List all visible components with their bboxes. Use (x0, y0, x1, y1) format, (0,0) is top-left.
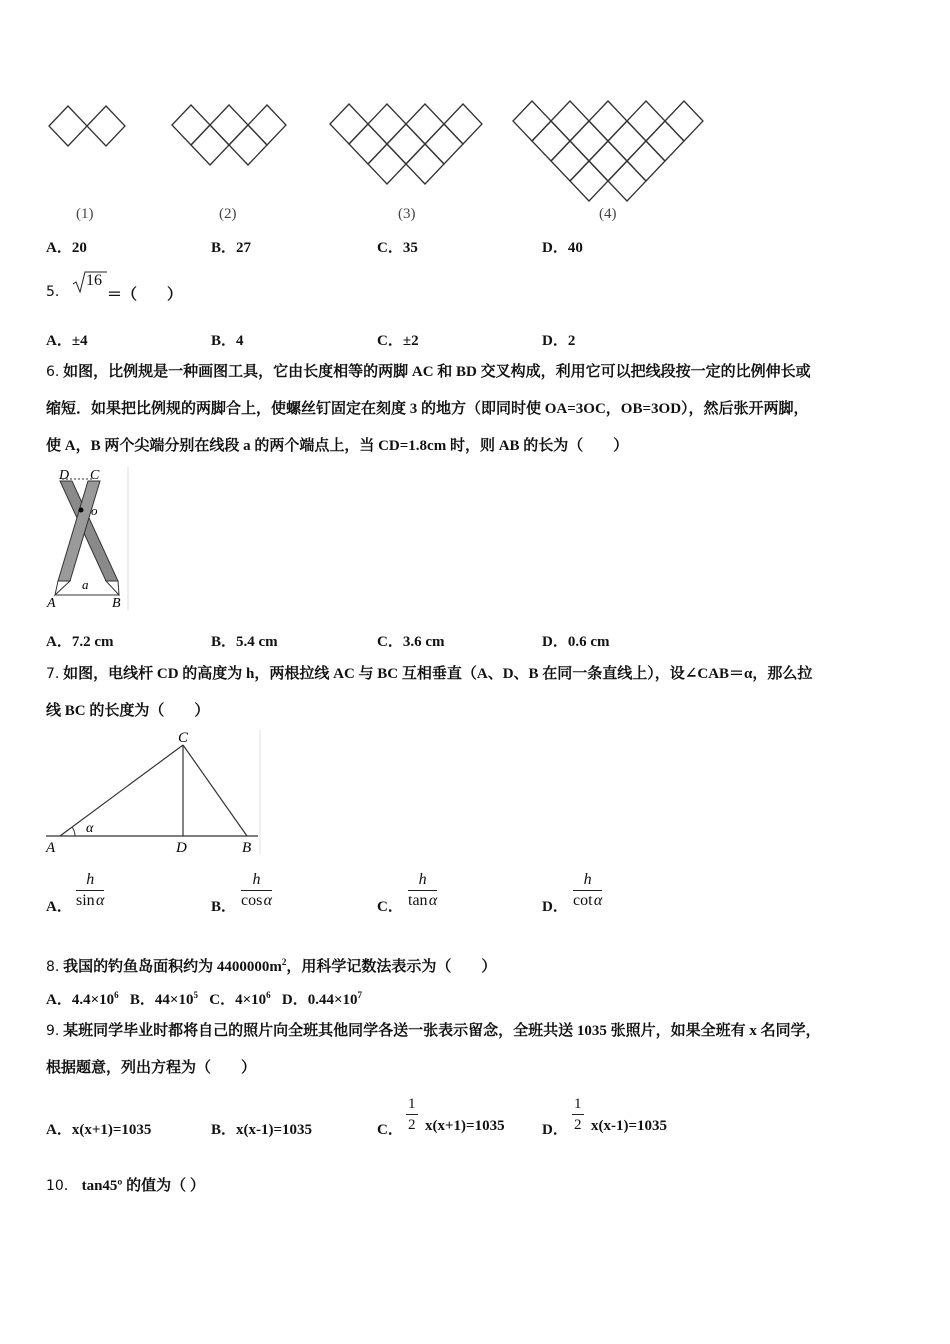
option-letter: A． (46, 992, 72, 1008)
fraction-denominator: 2 (408, 1117, 416, 1133)
q7-label-d: D (176, 840, 187, 856)
q8-options-row (46, 988, 362, 1009)
option-letter: B． (211, 634, 237, 650)
option-letter: D． (281, 992, 308, 1008)
q6-compass-figure (44, 465, 132, 613)
q6-label-a: A (47, 596, 56, 611)
q4-pattern-figure (0, 0, 950, 240)
option-text: 5.4 cm (236, 634, 278, 650)
option-letter: D． (542, 240, 568, 256)
option-letter: D． (542, 634, 568, 650)
fraction-denominator (76, 891, 104, 911)
trig-fn: cot (573, 892, 593, 909)
q4-pattern-1 (49, 106, 125, 146)
option-text: x(x-1)=1035 (236, 1122, 313, 1138)
option-text: ±4 (71, 333, 88, 349)
q8-stem (46, 944, 496, 986)
q4-pattern-3 (330, 104, 482, 184)
q7-option-d-letter[interactable]: D． (542, 899, 568, 915)
q10-number: 10． (46, 1178, 78, 1194)
q6-label-c: C (90, 468, 100, 483)
q5-option-b[interactable] (211, 329, 244, 350)
q7-option-d-fraction[interactable] (573, 870, 602, 911)
option-letter: A． (46, 634, 72, 650)
q8-option-b[interactable] (130, 992, 198, 1008)
fraction-denominator (573, 891, 602, 911)
trig-fn: sin (76, 892, 95, 909)
q10-text: tan45º 的值为（ ） (81, 1178, 205, 1194)
q7-option-b-letter[interactable]: B． (211, 899, 237, 915)
q4-figure-label-1: (1) (76, 206, 94, 222)
q4-figure-label-2: (2) (219, 206, 237, 222)
q6-text-1: 如图，比例规是一种画图工具，它由长度相等的两脚 AC 和 BD 交叉构成，利用它可以把线段按一定的比例伸长或 (63, 364, 811, 380)
option-text: 3.6 cm (402, 634, 445, 650)
q7-label-alpha: α (86, 821, 94, 836)
q5-radicand: 16 (86, 272, 102, 289)
option-letter: A． (46, 240, 72, 256)
option-letter: B． (211, 333, 237, 349)
q9-option-d-fraction (572, 1094, 584, 1135)
fraction-denominator (241, 891, 272, 911)
q5-option-a[interactable] (46, 329, 88, 350)
option-text: 0.6 cm (567, 634, 610, 650)
q5-option-d[interactable] (542, 329, 575, 350)
fraction-numerator: 1 (572, 1094, 584, 1115)
q6-option-a[interactable] (46, 630, 114, 651)
q6-stem-line-1 (46, 354, 811, 391)
option-letter: B． (129, 992, 155, 1008)
option-base: 0.44×10 (307, 992, 358, 1008)
q4-pattern-4 (513, 101, 703, 201)
q8-option-d[interactable] (282, 992, 362, 1008)
option-text: 35 (402, 240, 418, 256)
q4-option-c[interactable] (377, 236, 418, 257)
q7-option-a-fraction[interactable] (76, 870, 104, 911)
q8-option-a[interactable] (46, 992, 119, 1008)
fraction-numerator: 1 (406, 1094, 418, 1115)
option-text: x(x+1)=1035 (71, 1122, 152, 1138)
fraction-denominator: 2 (574, 1117, 582, 1133)
q8-number: 8. (46, 959, 60, 975)
q4-option-a[interactable] (46, 236, 87, 257)
q9-option-d-letter[interactable]: D． (542, 1122, 568, 1138)
q9-option-a[interactable] (46, 1118, 151, 1139)
option-text: 7.2 cm (71, 634, 114, 650)
trig-var: α (96, 892, 105, 909)
option-letter: C． (377, 240, 403, 256)
option-text: 27 (236, 240, 252, 256)
q9-stem-line-1 (46, 1013, 821, 1050)
trig-var: α (593, 892, 603, 909)
q5-tail: ＝（ ） (107, 287, 183, 303)
option-letter: A． (46, 1122, 72, 1138)
q4-figure-label-4: (4) (599, 206, 617, 222)
fraction-denominator (408, 891, 437, 911)
q7-label-b: B (242, 840, 252, 856)
q9-text-1: 某班同学毕业时都将自己的照片向全班其他同学各送一张表示留念，全班共送 1035 张照片，如果全班有 x 名同学， (63, 1023, 821, 1039)
q6-label-b: B (112, 596, 121, 611)
q6-stem-line-2: 缩短．如果把比例规的两脚合上，使螺丝钉固定在刻度 3 的地方（即同时使 OA=3OC，OB=3OD），然后张开两脚， (46, 401, 809, 417)
q10-stem (46, 1168, 205, 1205)
option-base: 4×10 (235, 992, 267, 1008)
q9-option-c-fraction (406, 1094, 418, 1135)
q5-number: 5. (46, 284, 60, 300)
option-exponent: 5 (193, 990, 198, 1000)
q4-pattern-2 (172, 105, 286, 165)
q6-label-o: o (91, 503, 98, 518)
option-text: 4 (236, 333, 244, 349)
q9-stem-line-2: 根据题意，列出方程为（ ） (46, 1060, 257, 1076)
q7-option-b-fraction[interactable] (241, 870, 272, 911)
trig-var: α (428, 892, 438, 909)
option-letter: C． (377, 333, 403, 349)
q4-option-d[interactable] (542, 236, 583, 257)
trig-fn: cos (241, 892, 263, 909)
q9-option-b[interactable] (211, 1118, 312, 1139)
option-letter: C． (377, 634, 403, 650)
q9-option-c-letter[interactable]: C． (377, 1122, 403, 1138)
option-text: 2 (567, 333, 576, 349)
option-exponent: 7 (357, 990, 363, 1000)
q8-text-before: 我国的钓鱼岛面积约为 4400000m (63, 959, 282, 975)
fraction-numerator: h (573, 870, 602, 891)
fraction-numerator: h (408, 870, 437, 891)
q8-option-c[interactable] (209, 992, 270, 1008)
option-letter: B． (211, 1122, 237, 1138)
option-base: 44×10 (154, 992, 194, 1008)
q7-stem-line-2: 线 BC 的长度为（ ） (46, 703, 210, 719)
option-exponent: 6 (266, 990, 271, 1000)
q9-option-c-text[interactable]: x(x+1)=1035 (425, 1118, 505, 1134)
q7-label-a: A (46, 840, 56, 856)
q7-stem-line-1 (46, 656, 812, 693)
option-base: 4.4×10 (71, 992, 115, 1008)
option-letter: D． (542, 333, 568, 349)
q6-label-a-segment: a (82, 577, 89, 592)
q6-label-d: D (59, 468, 70, 483)
q6-option-b[interactable] (211, 630, 278, 651)
option-text: 40 (567, 240, 583, 256)
q7-option-c-letter[interactable]: C． (377, 899, 403, 915)
trig-fn: tan (408, 892, 428, 909)
option-letter: C． (209, 992, 236, 1008)
q7-option-a-letter[interactable]: A． (46, 899, 72, 915)
option-text: 20 (71, 240, 87, 256)
q8-text-after: ，用科学记数法表示为（ ） (286, 959, 497, 975)
q7-option-c-fraction[interactable] (408, 870, 437, 911)
q7-number: 7. (46, 666, 60, 682)
q5-option-c[interactable] (377, 329, 419, 350)
fraction-numerator: h (76, 870, 104, 891)
q6-stem-line-3: 使 A，B 两个尖端分别在线段 a 的两个端点上，当 CD=1.8cm 时，则 AB 的长为（ ） (46, 438, 629, 454)
q6-option-d[interactable] (542, 630, 610, 651)
q8-superscript: 2 (281, 957, 287, 967)
q6-number: 6. (46, 364, 60, 380)
trig-var: α (263, 892, 273, 909)
q9-option-d-text[interactable]: x(x-1)=1035 (591, 1118, 668, 1134)
option-letter: B． (211, 240, 237, 256)
q4-option-b[interactable] (211, 236, 251, 257)
q4-figure-label-3: (3) (398, 206, 416, 222)
q6-option-c[interactable] (377, 630, 445, 651)
q7-triangle-figure (44, 728, 264, 858)
option-letter: A． (46, 333, 72, 349)
option-text: ±2 (402, 333, 419, 349)
q7-text-1: 如图，电线杆 CD 的高度为 h，两根拉线 AC 与 BC 互相垂直（A、D、B 在同一条直线上），设∠CAB＝α，那么拉 (63, 666, 813, 682)
q7-label-c: C (178, 730, 189, 746)
q9-number: 9. (46, 1023, 60, 1039)
option-exponent: 6 (114, 990, 119, 1000)
fraction-numerator: h (241, 870, 272, 891)
